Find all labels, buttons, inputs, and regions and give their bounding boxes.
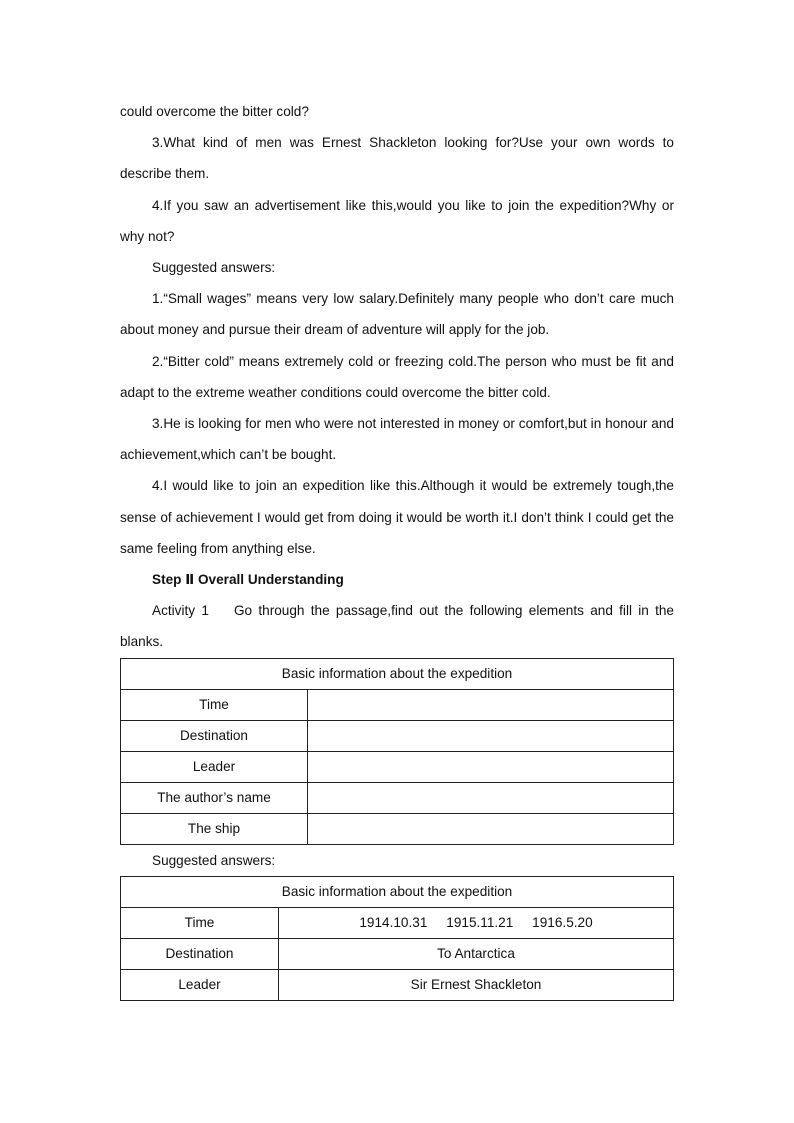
paragraph: 1.“Small wages” means very low salary.Definitely many people who don’t care much about money and pursue their dream of adventure will apply for the job. [120,291,674,338]
row-value [308,689,674,720]
paragraph: 4.I would like to join an expedition like this.Although it would be extremely tough,the sense of achievement I would get from doing it would be worth it.I don’t think I could get the same feeling from anything else. [120,478,674,556]
answers-section [120,96,674,564]
paragraph: Suggested answers: [152,260,276,276]
table-header-row [121,658,674,689]
step-heading: Step Ⅱ Overall Understanding [152,572,344,588]
row-label: The author’s name [121,782,308,813]
table-row [121,720,674,751]
row-value: 1914.10.31 1915.11.21 1916.5.20 [279,907,674,938]
table-row [121,782,674,813]
row-value [308,720,674,751]
table-row [121,813,674,844]
row-label: The ship [121,813,308,844]
table-row [121,907,674,938]
table-row [121,969,674,1000]
answer-info-table [120,876,674,1001]
table-row [121,938,674,969]
paragraph: 4.If you saw an advertisement like this,would you like to join the expedition?Why or why not? [120,197,674,244]
row-label: Leader [121,751,308,782]
suggested-answers-label: Suggested answers: [152,852,276,868]
row-label: Destination [121,720,308,751]
table-header: Basic information about the expedition [121,876,674,907]
row-label: Leader [121,969,279,1000]
activity-instruction: Activity 1 Go through the passage,find out the following elements and fill in the blanks. [120,603,678,650]
table-row [121,689,674,720]
table-row [121,751,674,782]
row-label: Time [121,907,279,938]
row-value [308,813,674,844]
row-value: To Antarctica [279,938,674,969]
paragraph: 3.He is looking for men who were not interested in money or comfort,but in honour and achievement,which can’t be bought. [120,416,674,463]
row-value: Sir Ernest Shackleton [279,969,674,1000]
row-value [308,751,674,782]
row-label: Destination [121,938,279,969]
blank-info-table [120,658,674,845]
paragraph: 3.What kind of men was Ernest Shackleton looking for?Use your own words to describe them. [120,135,674,182]
row-value [308,782,674,813]
paragraph: 2.“Bitter cold” means extremely cold or freezing cold.The person who must be fit and adapt to the extreme weather conditions could overcome the bitter cold. [120,353,674,400]
document-page [120,96,678,1001]
table-header: Basic information about the expedition [121,658,674,689]
row-label: Time [121,689,308,720]
paragraph: could overcome the bitter cold? [120,104,309,119]
table-header-row [121,876,674,907]
